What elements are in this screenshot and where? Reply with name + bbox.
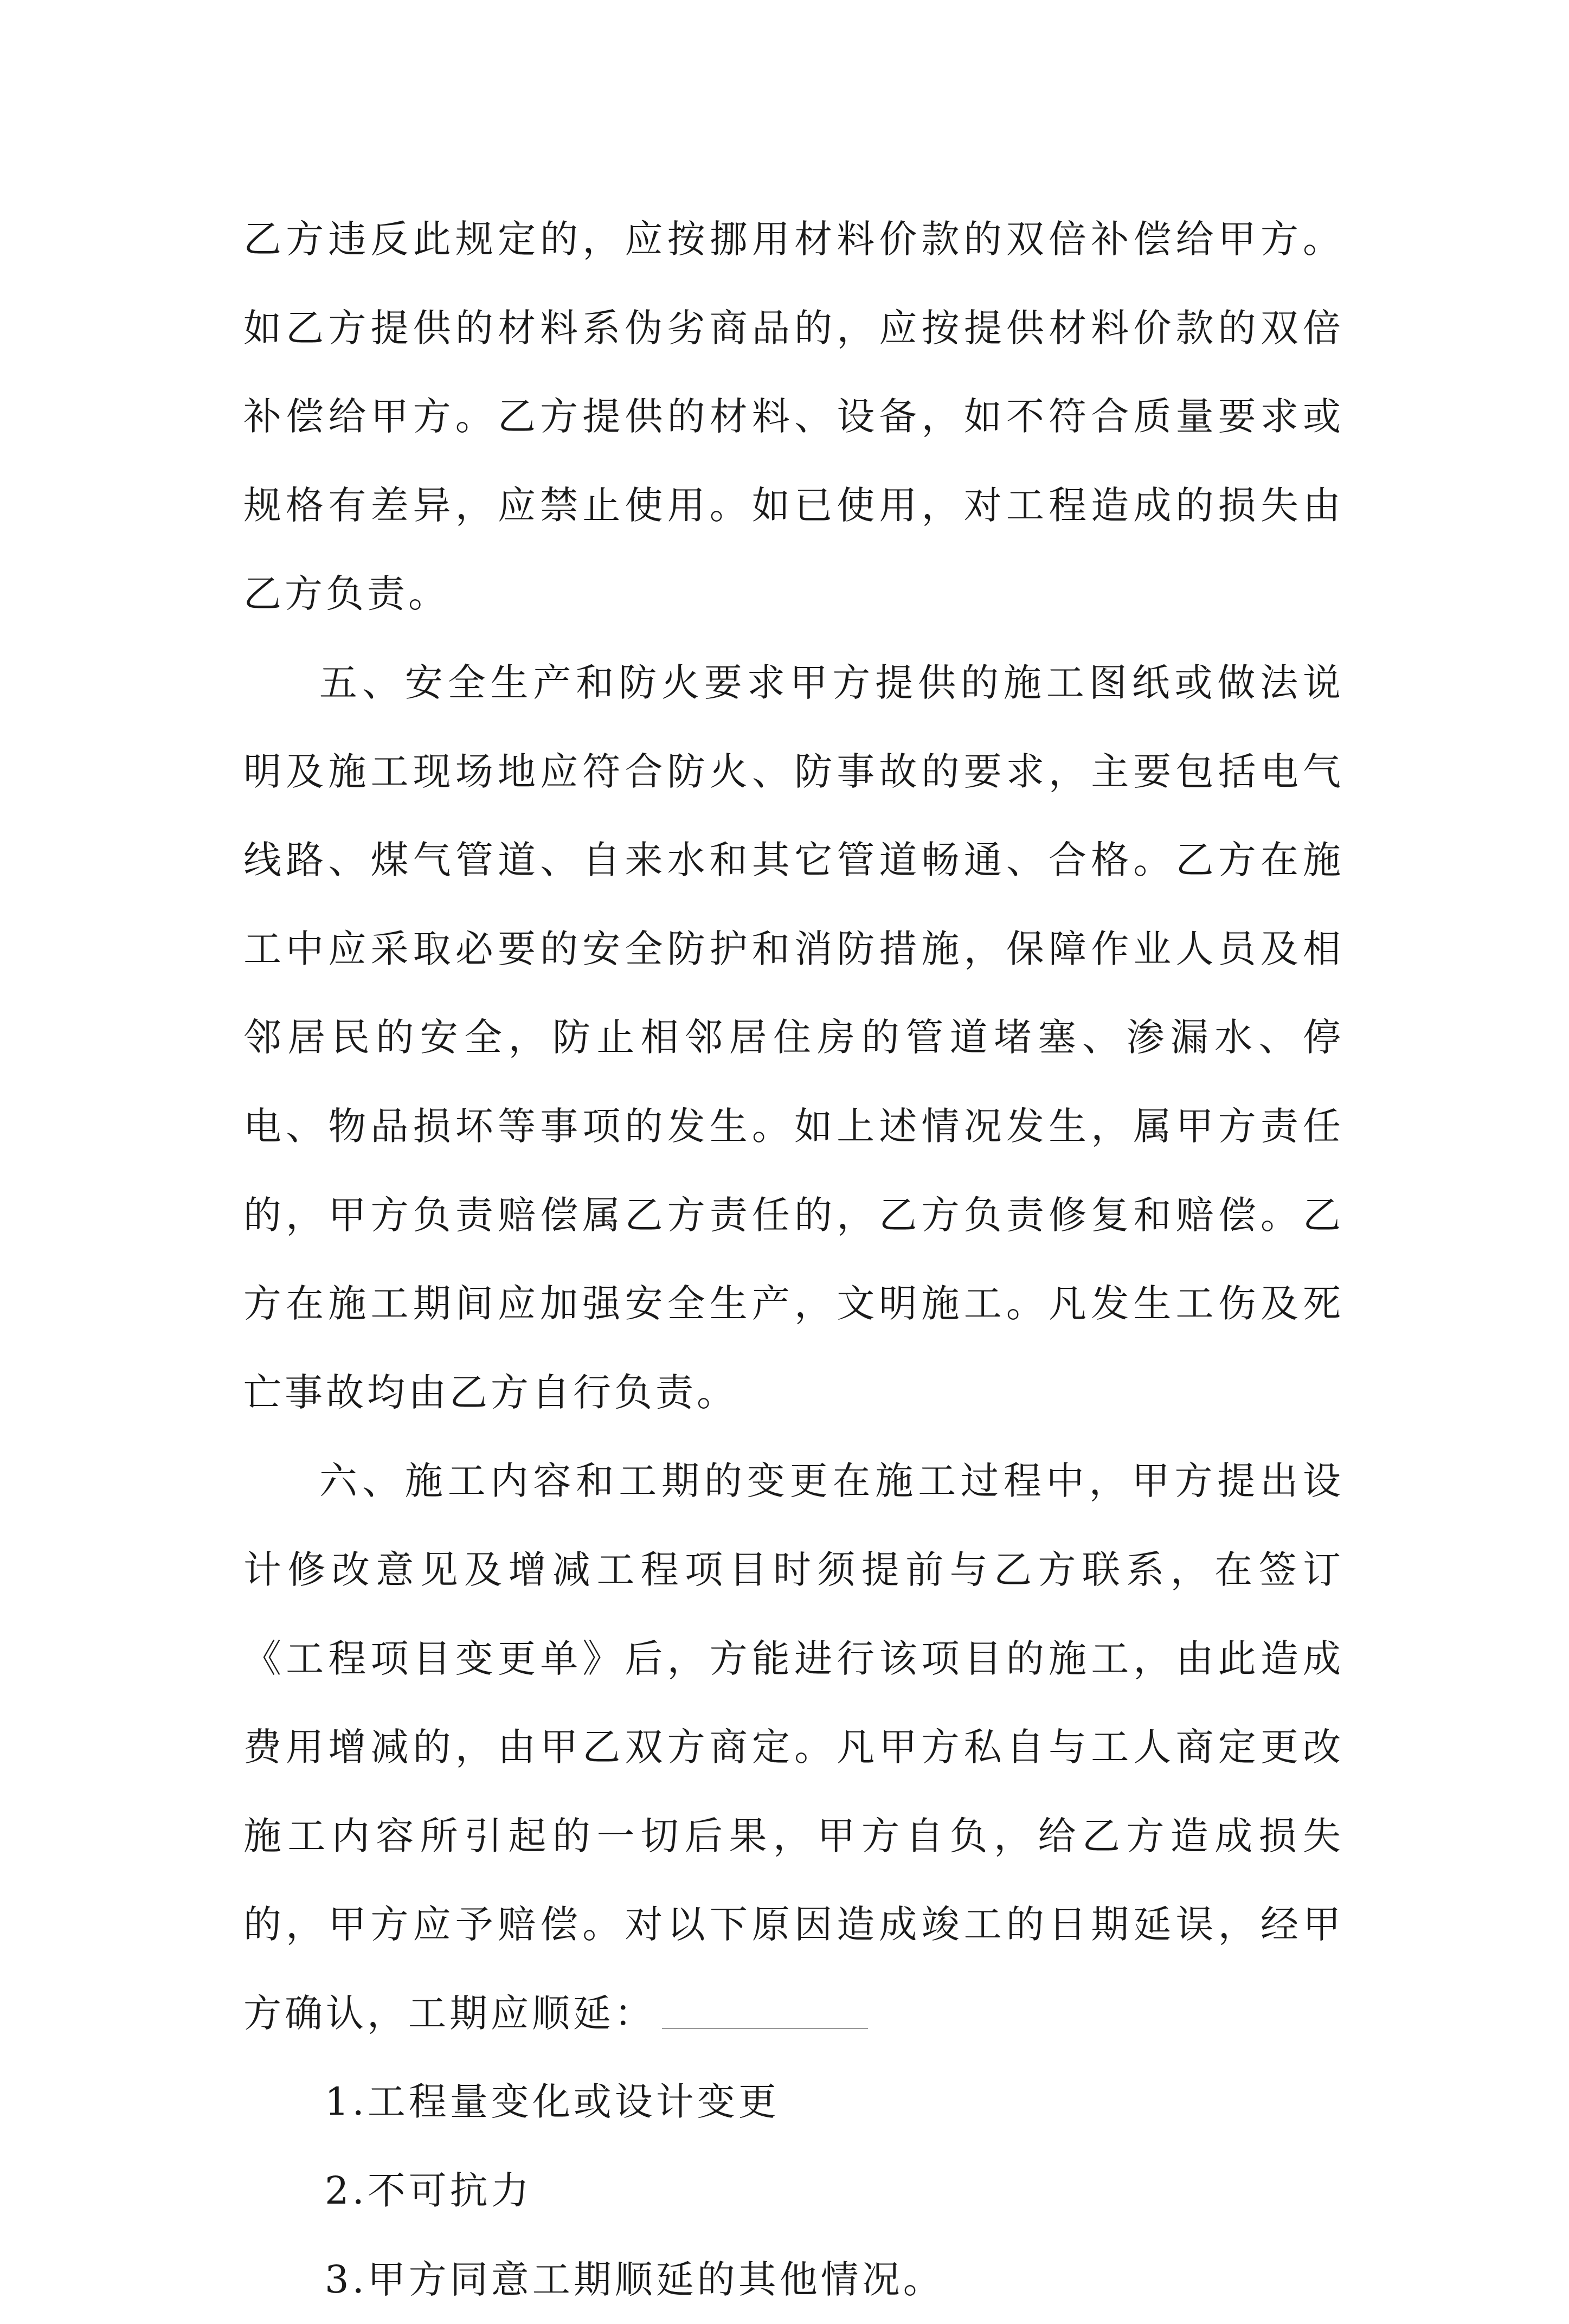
document-body xyxy=(243,195,1344,2324)
paragraph-section-six xyxy=(243,1437,1344,2058)
paragraph-continued: 乙方违反此规定的，应按挪用材料价款的双倍补偿给甲方。如乙方提供的材料系伪劣商品的，应按提供材料价款的双倍补偿给甲方。乙方提供的材料、设备，如不符合质量要求或规格有差异，应禁止使用。如已使用，对工程造成的损失由乙方负责。 xyxy=(243,217,1344,617)
paragraph-section-five: 五、安全生产和防火要求甲方提供的施工图纸或做法说明及施工现场地应符合防火、防事故的要求，主要包括电气线路、煤气管道、自来水和其它管道畅通、合格。乙方在施工中应采取必要的安全防护和消防措施，保障作业人员及相邻居民的安全，防止相邻居住房的管道堵塞、渗漏水、停电、物品损坏等事项的发生。如上述情况发生，属甲方责任的，甲方负责赔偿属乙方责任的，乙方负责修复和赔偿。乙方在施工期间应加强安全生产，文明施工。凡发生工伤及死亡事故均由乙方自行负责。 xyxy=(243,660,1344,1415)
list-item: 2.不可抗力 xyxy=(325,2168,532,2213)
list-item: 3.甲方同意工期顺延的其他情况。 xyxy=(325,2257,944,2302)
section-six-text: 六、施工内容和工期的变更在施工过程中，甲方提出设计修改意见及增减工程项目时须提前与乙方联系，在签订《工程项目变更单》后，方能进行该项目的施工，由此造成费用增减的，由甲乙双方商定。凡甲方私自与工人商定更改施工内容所引起的一切后果，甲方自负，给乙方造成损失的，甲方应予赔偿。对以下原因造成竣工的日期延误，经甲方确认，工期应顺延： xyxy=(243,1459,1344,2036)
fill-in-blank-line xyxy=(662,2028,868,2029)
list-item: 1.工程量变化或设计变更 xyxy=(325,2079,780,2124)
